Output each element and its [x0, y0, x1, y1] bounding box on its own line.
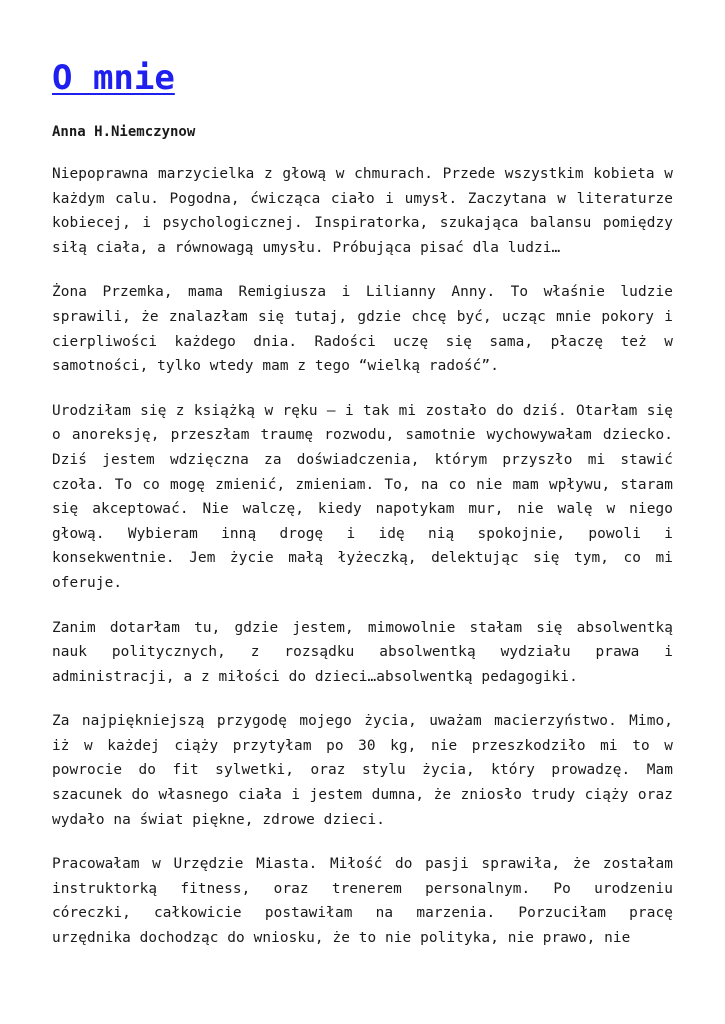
paragraph-6: Pracowałam w Urzędzie Miasta. Miłość do pasji sprawiła, że zostałam instruktorką fitness, oraz trenerem personalnym. Po urodzeniu córeczki, całkowicie postawiłam na marzenia. Porzuciłam pracę urzędnika dochodząc do wniosku, że to nie polityka, nie prawo, nie	[52, 856, 673, 947]
page-title-link[interactable]: O mnie	[52, 58, 175, 98]
paragraph-3: Urodziłam się z książką w ręku – i tak mi zostało do dziś. Otarłam się o anoreksję, przeszłam traumę rozwodu, samotnie wychowywałam dziecko. Dziś jestem wdzięczna za doświadczenia, którym przyszło mi stawić czoła. To co mogę zmienić, zmieniam. To, na co nie mam wpływu, staram się akceptować. Nie walczę, kiedy napotykam mur, nie walę w niego głową. Wybieram inną drogę i idę nią spokojnie, powoli i konsekwentnie. Jem życie małą łyżeczką, delektując się tym, co mi oferuje.	[52, 402, 673, 591]
paragraph-5: Za najpiękniejszą przygodę mojego życia, uważam macierzyństwo. Mimo, iż w każdej ciąży przytyłam po 30 kg, nie przeszkodziło mi to w powrocie do fit sylwetki, oraz stylu życia, który prowadzę. Mam szacunek do własnego ciała i jestem dumna, że zniosło trudy ciąży oraz wydało na świat piękne, zdrowe dzieci.	[52, 713, 673, 828]
paragraph-4: Zanim dotarłam tu, gdzie jestem, mimowolnie stałam się absolwentką nauk politycznych, z rozsądku absolwentką wydziału prawa i administracji, a z miłości do dzieci…absolwentką pedagogiki.	[52, 619, 673, 685]
paragraph-1: Niepoprawna marzycielka z głową w chmurach. Przede wszystkim kobieta w każdym calu. Pogodna, ćwicząca ciało i umysł. Zaczytana w literaturze kobiecej, i psychologicznej. Inspiratorka, szukająca balansu pomiędzy siłą ciała, a równowagą umysłu. Próbująca pisać dla ludzi…	[52, 166, 673, 256]
paragraph-2: Żona Przemka, mama Remigiusza i Lilianny Anny. To właśnie ludzie sprawili, że znalazłam się tutaj, gdzie chcę być, ucząc mnie pokory i cierpliwości każdego dnia. Radości uczę się sama, płaczę też w samotności, tylko wtedy mam z tego “wielką radość”.	[52, 284, 673, 375]
page-title	[52, 54, 673, 102]
document-page	[52, 54, 673, 951]
author-name: Anna H.Niemczynow	[52, 124, 196, 140]
